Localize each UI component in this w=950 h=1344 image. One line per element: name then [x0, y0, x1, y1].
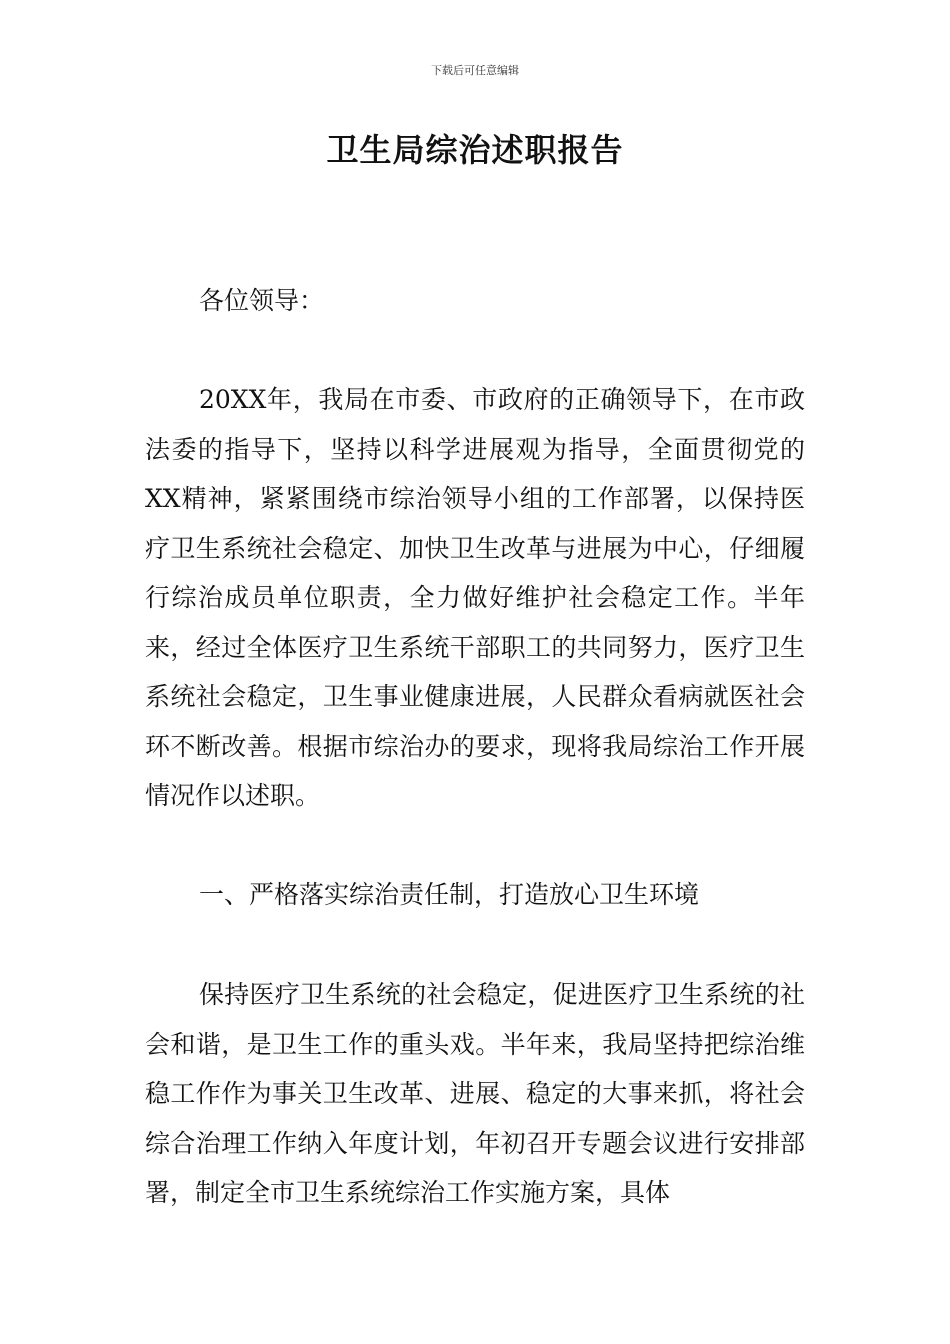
paragraph-2: 保持医疗卫生系统的社会稳定，促进医疗卫生系统的社会和谐，是卫生工作的重头戏。半年来，我局坚持把综治维稳工作作为事关卫生改革、进展、稳定的大事来抓，将社会综合治理工作纳入年度计划，年初召开专题会议进行安排部署，制定全市卫生系统综治工作实施方案，具体 [145, 980, 805, 1207]
salutation: 各位领导： [199, 286, 325, 315]
header-note: 下载后可任意编辑 [431, 64, 519, 77]
section-heading-1: 一、严格落实综治责任制，打造放心卫生环境 [199, 880, 700, 909]
paragraph-1: 20XX年，我局在市委、市政府的正确领导下，在市政法委的指导下，坚持以科学进展观为指导，全面贯彻党的XX精神，紧紧围绕市综治领导小组的工作部署，以保持医疗卫生系统社会稳定、加快卫生改革与进展为中心，仔细履行综治成员单位职责，全力做好维护社会稳定工作。半年来，经过全体医疗卫生系统干部职工的共同努力，医疗卫生系统社会稳定，卫生事业健康进展，人民群众看病就医社会环不断改善。根据市综治办的要求，现将我局综治工作开展情况作以述职。 [145, 385, 805, 810]
document-title: 卫生局综治述职报告 [326, 131, 624, 169]
